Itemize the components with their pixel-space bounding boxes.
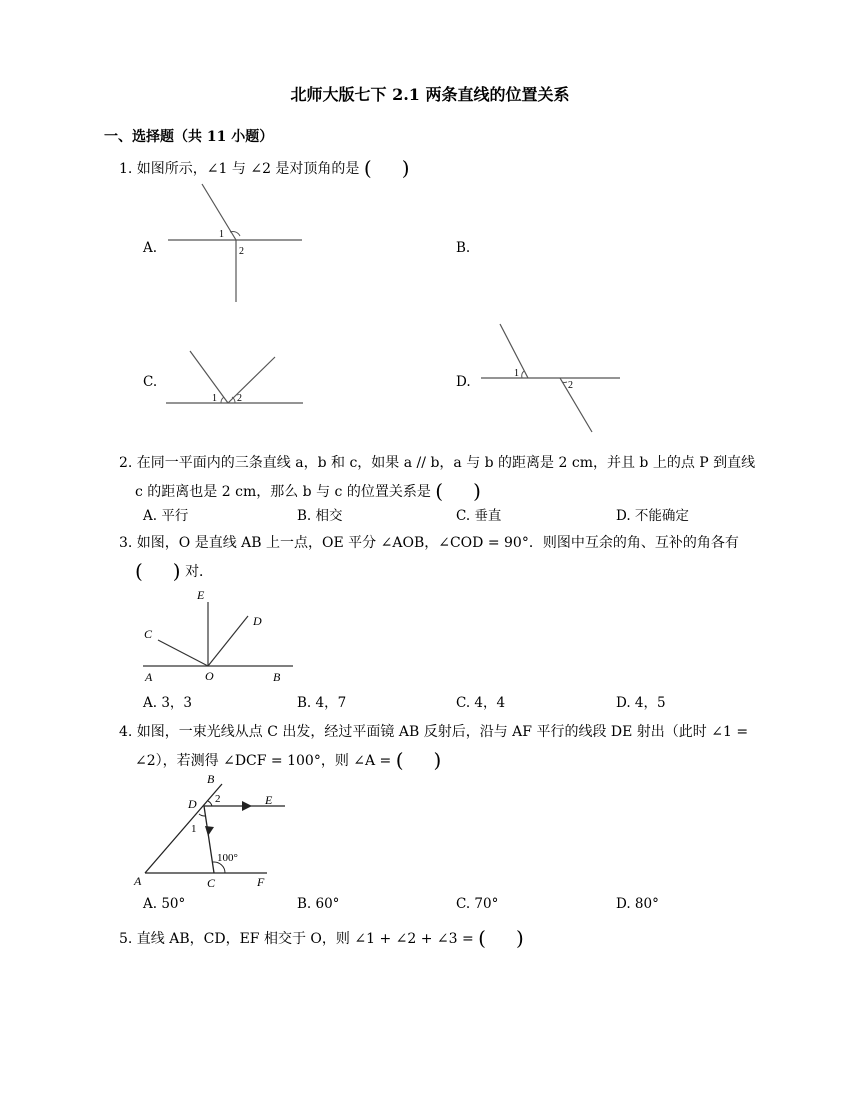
q2-option-a: A. 平行 bbox=[143, 508, 189, 524]
q3-label-b: B bbox=[273, 670, 281, 684]
question-3-line-1: 3. 如图，O 是直线 AB 上一点，OE 平分 ∠AOB，∠COD = 90°．则图中互余的角、互补的角各有 bbox=[119, 535, 739, 551]
question-2-line-1: 2. 在同一平面内的三条直线 a，b 和 c，如果 a // b，a 与 b 的距离是 2 cm，并且 b 上的点 P 到直线 bbox=[119, 455, 756, 471]
answer-blank: ( ) bbox=[135, 559, 181, 583]
question-4-stem-end: ∠2），若测得 ∠DCF = 100°，则 ∠A = bbox=[135, 753, 392, 769]
q4-option-c: C. 70° bbox=[456, 896, 499, 912]
question-1-text bbox=[119, 154, 410, 178]
answer-blank: ( ) bbox=[478, 926, 524, 950]
q1c-angle-2-label: 2 bbox=[237, 393, 242, 404]
q4-option-a: A. 50° bbox=[143, 896, 186, 912]
q3-option-d: D. 4，5 bbox=[616, 695, 666, 711]
question-3-stem-end: 对． bbox=[185, 564, 214, 580]
q4-label-b: B bbox=[207, 772, 215, 786]
q1a-angle-1-label: 1 bbox=[219, 229, 224, 240]
question-5-stem: 5. 直线 AB，CD，EF 相交于 O，则 ∠1 + ∠2 + ∠3 = bbox=[119, 931, 474, 947]
question-4-line-2 bbox=[135, 746, 441, 770]
page-title: 北师大版七下 2.1 两条直线的位置关系 bbox=[290, 85, 570, 104]
q3-option-b: B. 4，7 bbox=[297, 695, 347, 711]
q1d-angle-1-label: 1 bbox=[514, 368, 519, 379]
q1-figure-c bbox=[160, 345, 310, 410]
q4-angle-100-label: 100° bbox=[217, 852, 238, 864]
q1-option-c-label: C. bbox=[143, 374, 158, 390]
question-1-stem: 1. 如图所示，∠1 与 ∠2 是对顶角的是 bbox=[119, 161, 360, 177]
q3-option-a: A. 3，3 bbox=[143, 695, 193, 711]
q1-option-b-label: B. bbox=[456, 240, 471, 256]
q4-angle-2-label: 2 bbox=[215, 793, 221, 805]
q4-arrow-right bbox=[242, 801, 252, 811]
answer-blank: ( ) bbox=[395, 748, 442, 772]
question-3-line-2 bbox=[135, 557, 213, 581]
q3-label-d: D bbox=[253, 614, 262, 628]
q3-label-c: C bbox=[144, 627, 153, 641]
q2-option-b: B. 相交 bbox=[297, 508, 343, 524]
q1-figure-d bbox=[475, 318, 625, 436]
q4-figure bbox=[130, 770, 300, 892]
q2-option-c: C. 垂直 bbox=[456, 508, 502, 524]
q3-label-e: E bbox=[197, 588, 205, 602]
q1c-angle-1-label: 1 bbox=[212, 393, 217, 404]
q4-option-d: D. 80° bbox=[616, 896, 659, 912]
section-heading: 一、选择题（共 11 小题） bbox=[104, 129, 274, 145]
q4-label-a: A bbox=[134, 874, 142, 888]
answer-blank: ( ) bbox=[363, 156, 410, 180]
question-5-text bbox=[119, 924, 524, 948]
q1-figure-a bbox=[160, 180, 310, 305]
q3-option-c: C. 4，4 bbox=[456, 695, 506, 711]
q1-option-d-label: D. bbox=[456, 374, 471, 390]
q3-label-a: A bbox=[145, 670, 153, 684]
q4-option-b: B. 60° bbox=[297, 896, 340, 912]
q1d-angle-2-label: 2 bbox=[568, 380, 573, 391]
q4-label-d: D bbox=[188, 797, 197, 811]
q1-option-a-label: A. bbox=[143, 240, 158, 256]
question-2-line-2 bbox=[135, 477, 481, 501]
q3-label-o: O bbox=[205, 669, 214, 683]
q4-angle-1-label: 1 bbox=[191, 823, 197, 835]
q4-label-e: E bbox=[265, 793, 273, 807]
q4-label-c: C bbox=[207, 876, 216, 890]
question-4-line-1: 4. 如图，一束光线从点 C 出发，经过平面镜 AB 反射后，沿与 AF 平行的线段 DE 射出（此时 ∠1 = bbox=[119, 724, 749, 740]
q3-figure bbox=[140, 586, 300, 686]
question-2-stem-end: c 的距离也是 2 cm，那么 b 与 c 的位置关系是 bbox=[135, 484, 431, 500]
answer-blank: ( ) bbox=[435, 479, 481, 503]
q4-arrow-up bbox=[205, 826, 214, 836]
q4-label-f: F bbox=[257, 875, 265, 889]
q2-option-d: D. 不能确定 bbox=[616, 508, 689, 524]
q1a-angle-2-label: 2 bbox=[239, 246, 244, 257]
